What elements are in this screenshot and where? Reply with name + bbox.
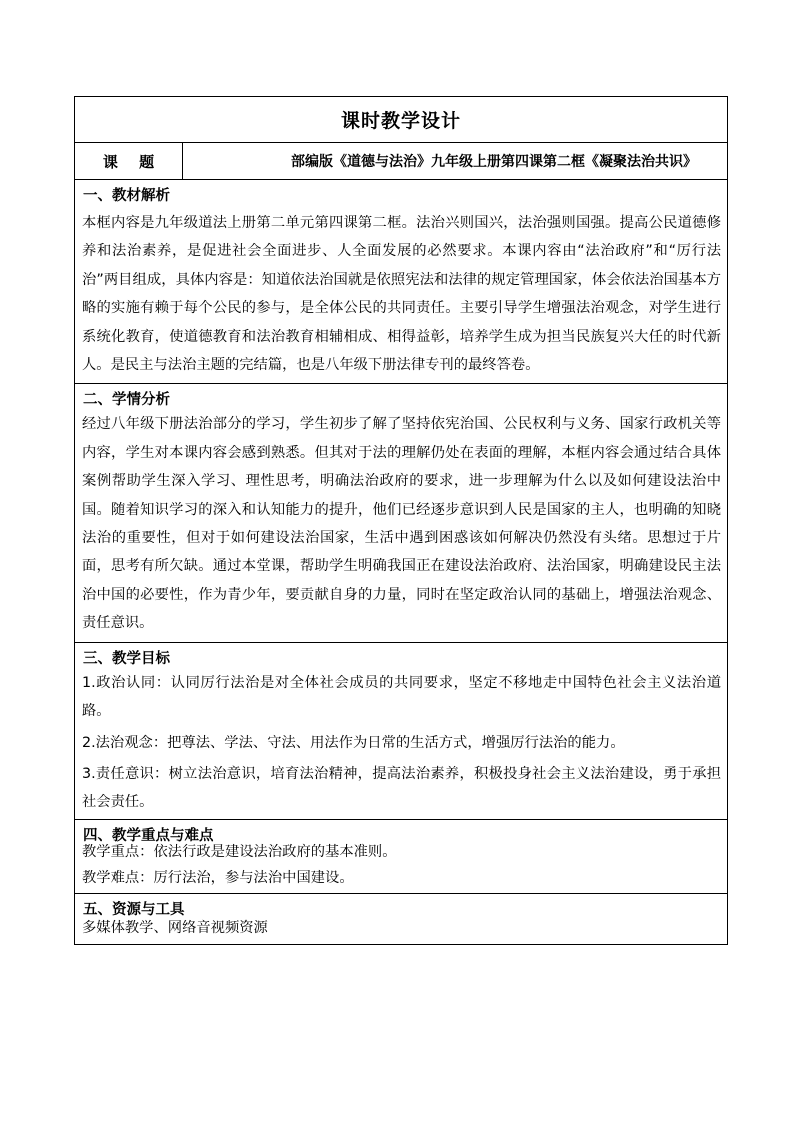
- section-student-analysis: [75, 383, 727, 641]
- resource-item: 多媒体教学、网络音视频资源: [82, 919, 268, 936]
- goal-item: 2.法治观念：把尊法、学法、守法、用法作为日常的生活方式，增强厉行法治的能力。: [82, 734, 625, 751]
- document-title: 课时教学设计: [340, 110, 461, 132]
- subject-value: 部编版《道德与法治》九年级上册第四课第二框《凝聚法治共识》: [291, 154, 697, 170]
- difficulty-item: 教学难点：厉行法治，参与法治中国建设。: [82, 869, 354, 886]
- section-heading: 四、教学重点与难点: [83, 827, 214, 844]
- section-paragraph: 本框内容是九年级道法上册第二单元第四课第二框。法治兴则国兴，法治强则国强。提高公民道德修养和法治素养，是促进社会全面进步、人全面发展的必然要求。本课内容由“法治政府”和“厉行法治”两目组成，具体内容是：知道依法治国就是依照宪法和法律的规定管理国家，体会依法治国基本方略的实施有赖于每个公民的参与，是全体公民的共同责任。主要引导学生增强法治观念，对学生进行系统化教育，使道德教育和法治教育相辅相成、相得益彰，培养学生成为担当民族复兴大任的时代新人。是民主与法治主题的完结篇，也是八年级下册法律专刊的最终答卷。: [82, 215, 721, 374]
- lesson-plan-table: [74, 96, 728, 945]
- section-heading: 三、教学目标: [83, 650, 170, 667]
- section-paragraph: 经过八年级下册法治部分的学习，学生初步了解了坚持依宪治国、公民权利与义务、国家行政机关等内容，学生对本课内容会感到熟悉。但其对于法的理解仍处在表面的理解，本框内容会通过结合具体案例帮助学生深入学习、理性思考，明确法治政府的要求，进一步理解为什么以及如何建设法治中国。随着知识学习的深入和认知能力的提升，他们已经逐步意识到人民是国家的主人，也明确的知晓法治的重要性，但对于如何建设法治国家，生活中遇到困惑该如何解决仍然没有头绪。思想过于片面，思考有所欠缺。通过本堂课，帮助学生明确我国正在建设法治政府、法治国家，明确建设民主法治中国的必要性，作为青少年，要贡献自身的力量，同时在坚定政治认同的基础上，增强法治观念、责任意识。: [82, 416, 721, 632]
- subject-label: 课 题: [75, 143, 183, 179]
- goal-item: 1.政治认同：认同厉行法治是对全体社会成员的共同要求，坚定不移地走中国特色社会主义法治道路。: [82, 674, 721, 720]
- goal-item: 3.责任意识：树立法治意识，培育法治精神，提高法治素养，积极投身社会主义法治建设，勇于承担社会责任。: [82, 765, 721, 811]
- section-heading: 二、学情分析: [83, 392, 170, 409]
- subject-row: [75, 142, 727, 179]
- section-heading: 五、资源与工具: [83, 901, 185, 918]
- section-teaching-goals: [75, 642, 727, 819]
- section-key-points: [75, 819, 727, 893]
- section-heading: 一、教材解析: [83, 188, 170, 204]
- section-resources: [75, 893, 727, 944]
- section-textbook-analysis: [75, 179, 727, 383]
- key-point-item: 教学重点：依法行政是建设法治政府的基本准则。: [82, 843, 397, 860]
